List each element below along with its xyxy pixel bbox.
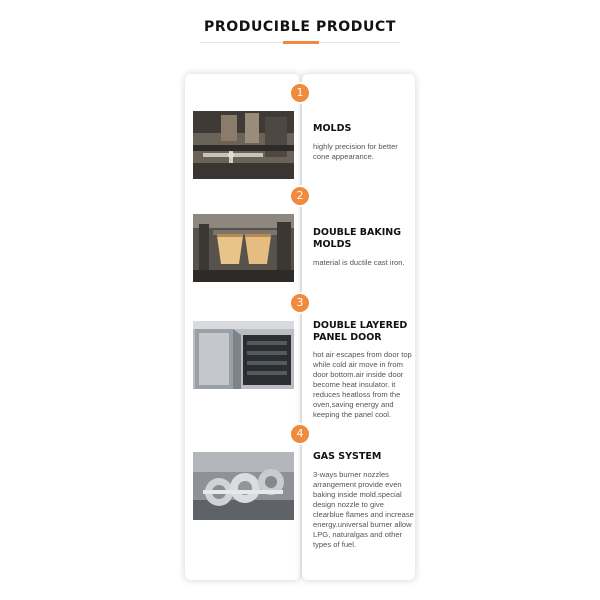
header-accent-bar <box>283 41 319 44</box>
step-badge-2: 2 <box>291 187 309 205</box>
item-title-3: DOUBLE LAYERED PANEL DOOR <box>313 320 408 343</box>
section-title: PRODUCIBLE PRODUCT <box>203 19 396 35</box>
step-badge-3: 3 <box>291 294 309 312</box>
step-badge-4: 4 <box>291 425 309 443</box>
item-title-2: DOUBLE BAKING MOLDS <box>313 227 402 250</box>
baking-molds-photo-icon <box>193 214 294 282</box>
item-description-2: material is ductile cast iron. <box>313 258 405 267</box>
item-description-1: highly precision for better cone appearance. <box>313 142 398 161</box>
panel-door-photo-icon <box>193 321 294 389</box>
section-header <box>0 18 600 36</box>
timeline-line <box>300 78 301 578</box>
step-badge-1: 1 <box>291 84 309 102</box>
item-description-4: 3-ways burner nozzles arrangement provide even baking inside mold.special design nozzle to give clearblue flames and increase energy.universal burner allow LPG, naturalgas and other types of fuel. <box>313 470 414 549</box>
item-description-3: hot air escapes from door top while cold air move in from door bottom.air inside door become heat insulator. it reduces heatloss from the oven,saving energy and keeping the panel cool. <box>313 350 412 419</box>
gas-system-photo-icon <box>193 452 294 520</box>
item-title-1: MOLDS <box>313 123 352 134</box>
item-title-4: GAS SYSTEM <box>313 451 382 462</box>
molds-photo-icon <box>193 111 294 179</box>
